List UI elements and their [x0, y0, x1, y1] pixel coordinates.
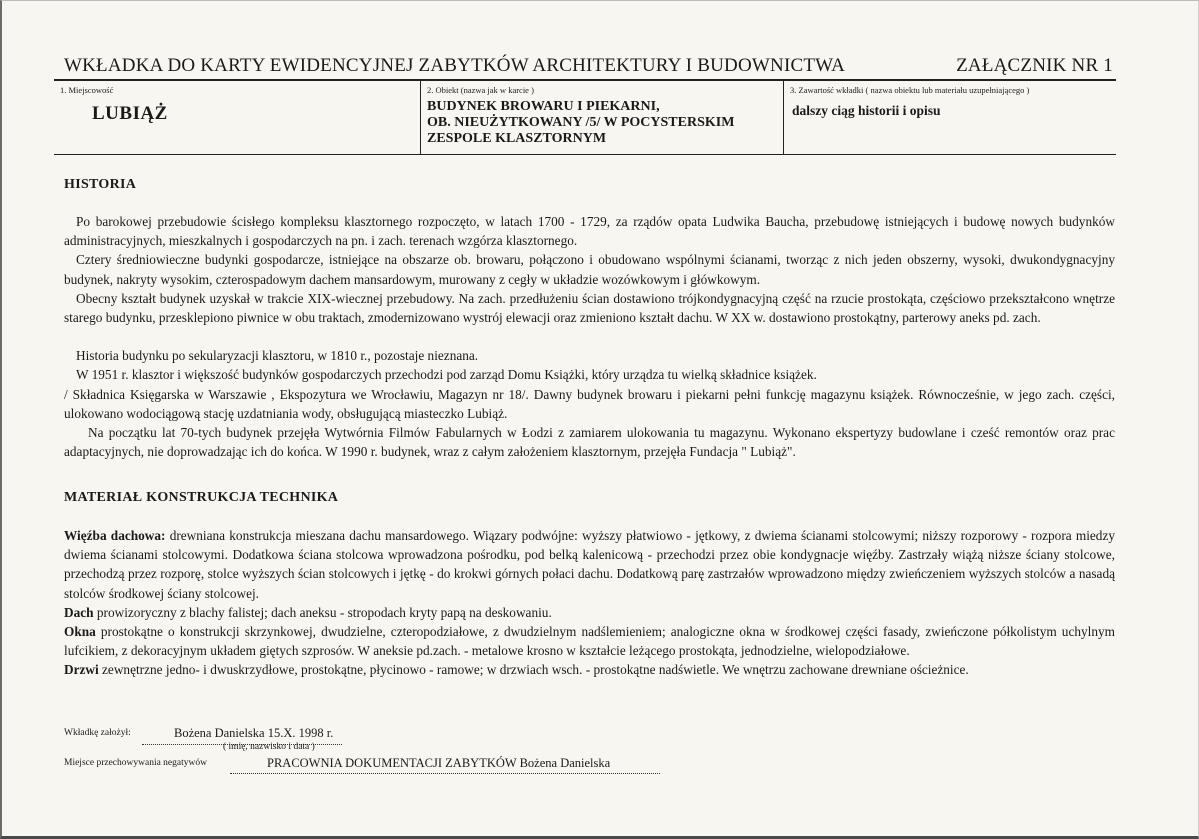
attachment-number: ZAŁĄCZNIK NR 1: [956, 55, 1113, 76]
windows-text: prostokątne o konstrukcji skrzynkowej, dwudzielne, czteropodziałowe, z dwudzielnym nadślemieniem; analogiczne okna w środkowej części fasady, zwieńczone półkolistym uchylnym lufcikiem, z dekoracyjnym układem giętych szprosów. W aneksie pd.zach. - metalowe krosno w kształcie leżącego prostokąta, jednodzielne, wielopodziałowe.: [64, 624, 1115, 659]
roof-paragraph: [64, 603, 1115, 622]
negatives-label: Miejsce przechowywania negatywów: [64, 758, 207, 768]
place-label: 1. Miejscowość: [60, 85, 114, 95]
roof-truss-text: drewniana konstrukcja mieszana dachu mansardowego. Wiązary podwójne: wyższy płatwiowo - jętkowy, z dwiema ścianami stolcowymi; niższy rozporowy - rozpora miedzy dwiema ścianami stolcowymi. Dodatkowa ściana stolcowa wprowadzona pośrodku, pod belką kalenicową - przechodzi przez obie kondygnacje więźby. Zastrzały wiążą niższe ściany stolcowe, przechodzą przez rozporę, stolce wyższych ścian stolcowych i jętkę - do krokwi górnych połaci dachu. Dodatkową parę zastrzałów wprowadzono między zwieńczeniem wyższych stolców a nasadą stolców środkowej ściany stolcowej.: [64, 528, 1115, 601]
roof-truss-paragraph: [64, 526, 1115, 603]
place-cell: [54, 81, 420, 154]
history-paragraph: / Składnica Księgarska w Warszawie , Ekspozytura we Wrocławiu, Magazyn nr 18/. Dawny budynek browaru i piekarni pełni funkcję magazynu książek. Równocześnie, w jego zach. części, ulokowano wodociągową stację uzdatniania wody, obsługującą miasteczko Lubiąż.: [64, 386, 1115, 421]
construction-text: [64, 526, 1115, 680]
history-paragraph: Obecny kształt budynek uzyskał w trakcie XIX-wiecznej przebudowy. Na zach. przedłużeniu ścian dostawiono trójkondygnacyjną część na rzucie prostokąta, częściowo przekształcono wnętrze starego budynku, przesklepiono piwnice w obu traktach, zmodernizowano wystrój elewacji oraz zmieniono kształt dachu. W XX w. dostawiono prostokątny, parterowy aneks pd. zach.: [64, 290, 1115, 326]
object-cell: [420, 81, 783, 154]
object-label: 2. Obiekt (nazwa jak w karcie ): [427, 85, 534, 95]
history-paragraph: Historia budynku po sekularyzacji klasztoru, w 1810 r., pozostaje nieznana.: [76, 348, 479, 364]
paragraph-gap: [64, 327, 1115, 346]
history-paragraph: Na początku lat 70-tych budynek przejęła Wytwórnia Filmów Fabularnych w Łodzi z zamiarem ulokowania tu magazynu. Wykonano ekspertyzy budowlane i cześć remontów oraz prac adaptacyjnych, nie doprowadzając ich do końca. W 1990 r. budynek, wraz z całym założeniem klasztornym, przejęła Fundacja " Lubiąż".: [64, 425, 1115, 460]
history-paragraph: Po barokowej przebudowie ścisłego kompleksu klasztornego rozpoczęto, w latach 1700 - 1729, za rządów opata Ludwika Baucha, przebudowę istniejących i budowę nowych budynków administracyjnych, mieszkalnych i gospodarczych na pn. i zach. terenach wzgórza klasztornego.: [64, 214, 1115, 249]
content-value: dalszy ciąg historii i opisu: [792, 103, 941, 118]
document-title: WKŁADKA DO KARTY EWIDENCYJNEJ ZABYTKÓW ARCHITEKTURY I BUDOWNICTWA: [64, 55, 846, 76]
place-value: LUBIĄŻ: [92, 103, 168, 124]
roof-text: prowizoryczny z blachy falistej; dach aneksu - stropodach kryty papą na deskowaniu.: [93, 604, 552, 620]
object-line: OB. NIEUŻYTKOWANY /5/ W POCYSTERSKIM: [427, 115, 735, 130]
content-cell: [783, 81, 1116, 154]
history-paragraph: Cztery średniowieczne budynki gospodarcze, istniejące na obszarze ob. browaru, połączono i obudowano wspólnymi ścianami, tworząc z nich jeden obszerny, wysoki, dwukondygnacyjny budynek, nakryty wysokim, czterospadowym dachem mansardowym, murowany z cegły w układzie wozówkowym i główkowym.: [64, 252, 1115, 287]
negatives-row: [64, 758, 207, 768]
windows-paragraph: [64, 622, 1115, 660]
history-heading: HISTORIA: [64, 177, 137, 192]
document-title-row: [64, 55, 1113, 77]
doors-paragraph: [64, 660, 1115, 679]
object-line: ZESPOLE KLASZTORNYM: [427, 131, 607, 146]
content-label: 3. Zawartość wkładki ( nazwa obiektu lub materiału uzupełniającego ): [790, 85, 1030, 95]
doors-text: zewnętrzne jedno- i dwuskrzydłowe, prostokątne, płycinowo - ramowe; w drzwiach wsch. - prostokątne nadświetle. We wnętrzu zachowane drewniane ościeżnice.: [98, 662, 969, 678]
negatives-value: PRACOWNIA DOKUMENTACJI ZABYTKÓW Bożena Danielska: [267, 756, 611, 770]
author-label: Wkładkę założył:: [64, 728, 131, 738]
author-caption: ( imię, nazwisko i data ): [223, 742, 315, 752]
header-fields-table: [54, 81, 1116, 155]
doors-label: Drzwi: [64, 662, 99, 678]
author-value: Bożena Danielska 15.X. 1998 r.: [174, 726, 334, 740]
windows-label: Okna: [64, 624, 96, 640]
author-row: [64, 728, 131, 738]
history-paragraph: W 1951 r. klasztor i większość budynków gospodarczych przechodzi pod zarząd Domu Książki, który urządza tu wielką składnice książek.: [76, 367, 817, 383]
construction-heading: MATERIAŁ KONSTRUKCJA TECHNIKA: [64, 490, 339, 505]
negatives-dotted-line: [230, 773, 660, 774]
history-text: [64, 212, 1115, 461]
object-value: [427, 99, 777, 147]
roof-label: Dach: [64, 604, 94, 620]
object-line: BUDYNEK BROWARU I PIEKARNI,: [427, 99, 660, 114]
roof-truss-label: Więźba dachowa:: [64, 528, 166, 543]
